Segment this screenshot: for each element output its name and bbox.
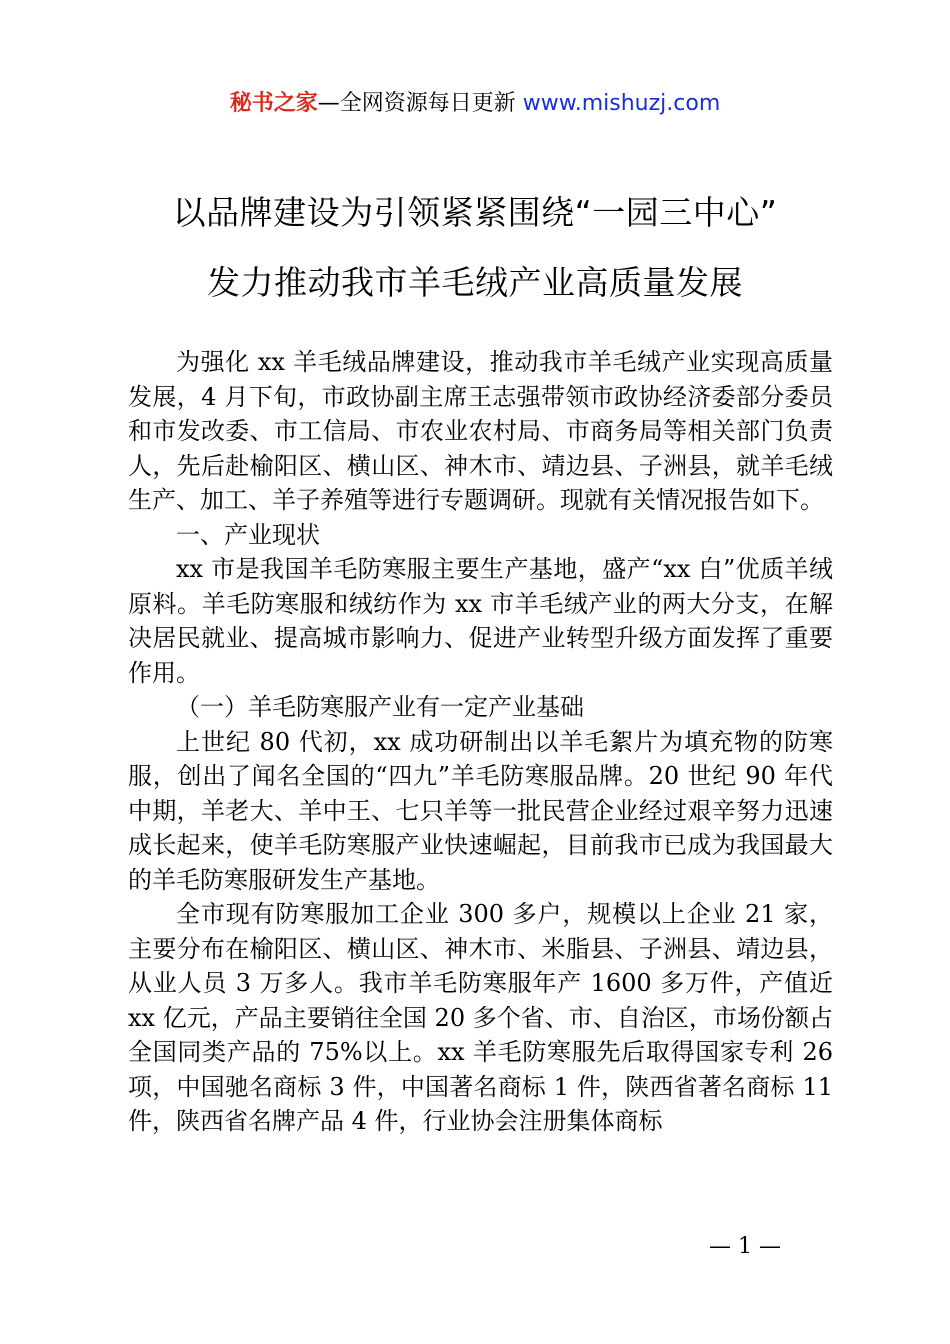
- banner-url-link[interactable]: www.mishuzj.com: [522, 91, 721, 116]
- paragraph-intro: 为强化 xx 羊毛绒品牌建设，推动我市羊毛绒产业实现高质量发展，4 月下旬，市政协副主席王志强带领市政协经济委部分委员和市发改委、市工信局、市农业农村局、市商务局等相关部门负责人，先后赴榆阳区、横山区、神木市、靖边县、子洲县，就羊毛绒生产、加工、羊子养殖等进行专题调研。现就有关情况报告如下。: [128, 348, 833, 514]
- paragraph: xx 市是我国羊毛防寒服主要生产基地，盛产“xx 白”优质羊绒原料。羊毛防寒服和绒纺作为 xx 市羊毛绒产业的两大分支，在解决居民就业、提高城市影响力、促进产业转型升级方面发挥了重要作用。: [128, 555, 833, 687]
- site-banner: [0, 88, 950, 120]
- document-body: [128, 345, 833, 1139]
- subsection-heading-1: （一）羊毛防寒服产业有一定产业基础: [176, 693, 584, 721]
- banner-brand: 秘书之家: [229, 91, 318, 116]
- document-title-line-2: 发力推动我市羊毛绒产业高质量发展: [207, 263, 743, 302]
- section-heading-1: 一、产业现状: [176, 520, 320, 549]
- paragraph: 上世纪 80 代初，xx 成功研制出以羊毛絮片为填充物的防寒服，创出了闻名全国的“四九”羊毛防寒服品牌。20 世纪 90 年代中期，羊老大、羊中王、七只羊等一批民营企业经过艰辛努力迅速成长起来，使羊毛防寒服产业快速崛起，目前我市已成为我国最大的羊毛防寒服研发生产基地。: [128, 727, 833, 894]
- page-number: — 1 —: [709, 1234, 781, 1259]
- document-title-line-1: 以品牌建设为引领紧紧围绕“一园三中心”: [172, 193, 778, 232]
- paragraph: 全市现有防寒服加工企业 300 多户，规模以上企业 21 家，主要分布在榆阳区、横山区、神木市、米脂县、子洲县、靖边县，从业人员 3 万多人。我市羊毛防寒服年产 1600 多万件，产值近 xx 亿元，产品主要销往全国 20 多个省、市、自治区，市场份额占全国同类产品的 75%以上。xx 羊毛防寒服先后取得国家专利 26 项，中国驰名商标 3 件，中国著名商标 1 件，陕西省著名商标 11 件，陕西省名牌产品 4 件，行业协会注册集体商标: [128, 900, 833, 1135]
- banner-tagline: —全网资源每日更新: [317, 91, 523, 116]
